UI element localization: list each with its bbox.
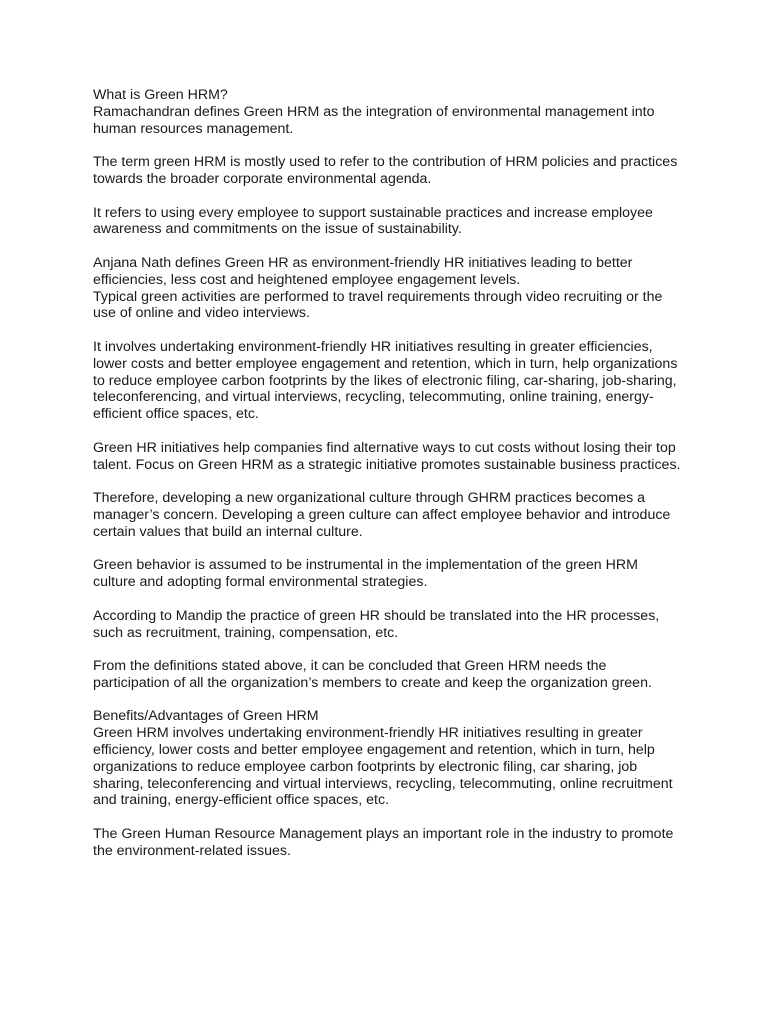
- paragraph-cut-costs: Green HR initiatives help companies find alternative ways to cut costs without losing their top talent. Focus on Green HRM as a strategic initiative promotes sustainable business practices.: [93, 439, 681, 473]
- paragraph-every-employee: It refers to using every employee to support sustainable practices and increase employee awareness and commitments on the issue of sustainability.: [93, 204, 653, 238]
- paragraph-important-role: The Green Human Resource Management plays an important role in the industry to promote the environment-related issues.: [93, 826, 674, 859]
- paragraph-mandip: According to Mandip the practice of green HR should be translated into the HR processes, such as recruitment, training, compensation, etc.: [93, 607, 660, 641]
- paragraph-typical-green-activities: Typical green activities are performed to travel requirements through video recruiting or the use of online and video interviews.: [93, 288, 663, 322]
- paragraph-ramachandran-definition: Ramachandran defines Green HRM as the integration of environmental management into human resources management.: [93, 103, 655, 137]
- heading-benefits: Benefits/Advantages of Green HRM: [93, 708, 319, 725]
- paragraph-anjana-nath-definition: Anjana Nath defines Green HR as environment-friendly HR initiatives leading to better efficiencies, less cost and heightened employee engagement levels.: [93, 254, 633, 288]
- paragraph-green-behavior: Green behavior is assumed to be instrumental in the implementation of the green HRM culture and adopting formal environmental strategies.: [93, 557, 638, 591]
- paragraph-hr-initiatives: It involves undertaking environment-friendly HR initiatives resulting in greater efficiencies, lower costs and better employee engagement and retention, which in turn, help organizations to reduce employee carbon footprints by the likes of electronic filing, car-sharing, job-sharing, teleconferencing, and virtual interviews, recycling, telecommuting, online training, energy-efficient office spaces, etc.: [93, 338, 678, 423]
- paragraph-term-green-hrm: The term green HRM is mostly used to refer to the contribution of HRM policies and practices towards the broader corporate environmental agenda.: [93, 154, 678, 187]
- paragraph-organizational-culture: Therefore, developing a new organizational culture through GHRM practices becomes a manager’s concern. Developing a green culture can affect employee behavior and introduce certain values that build an internal culture.: [93, 490, 671, 540]
- paragraph-conclusion: From the definitions stated above, it can be concluded that Green HRM needs the participation of all the organization’s members to create and keep the organization green.: [93, 658, 652, 691]
- heading-what-is-green-hrm: What is Green HRM?: [93, 87, 228, 103]
- document-page: [93, 87, 683, 876]
- paragraph-benefits-detail: Green HRM involves undertaking environment-friendly HR initiatives resulting in greater efficiency, lower costs and better employee engagement and retention, which in turn, help organizations to reduce employee carbon footprints by electronic filing, car sharing, job sharing, teleconferencing and virtual interviews, recycling, telecommuting, online recruitment and training, energy-efficient office spaces, etc.: [93, 725, 673, 809]
